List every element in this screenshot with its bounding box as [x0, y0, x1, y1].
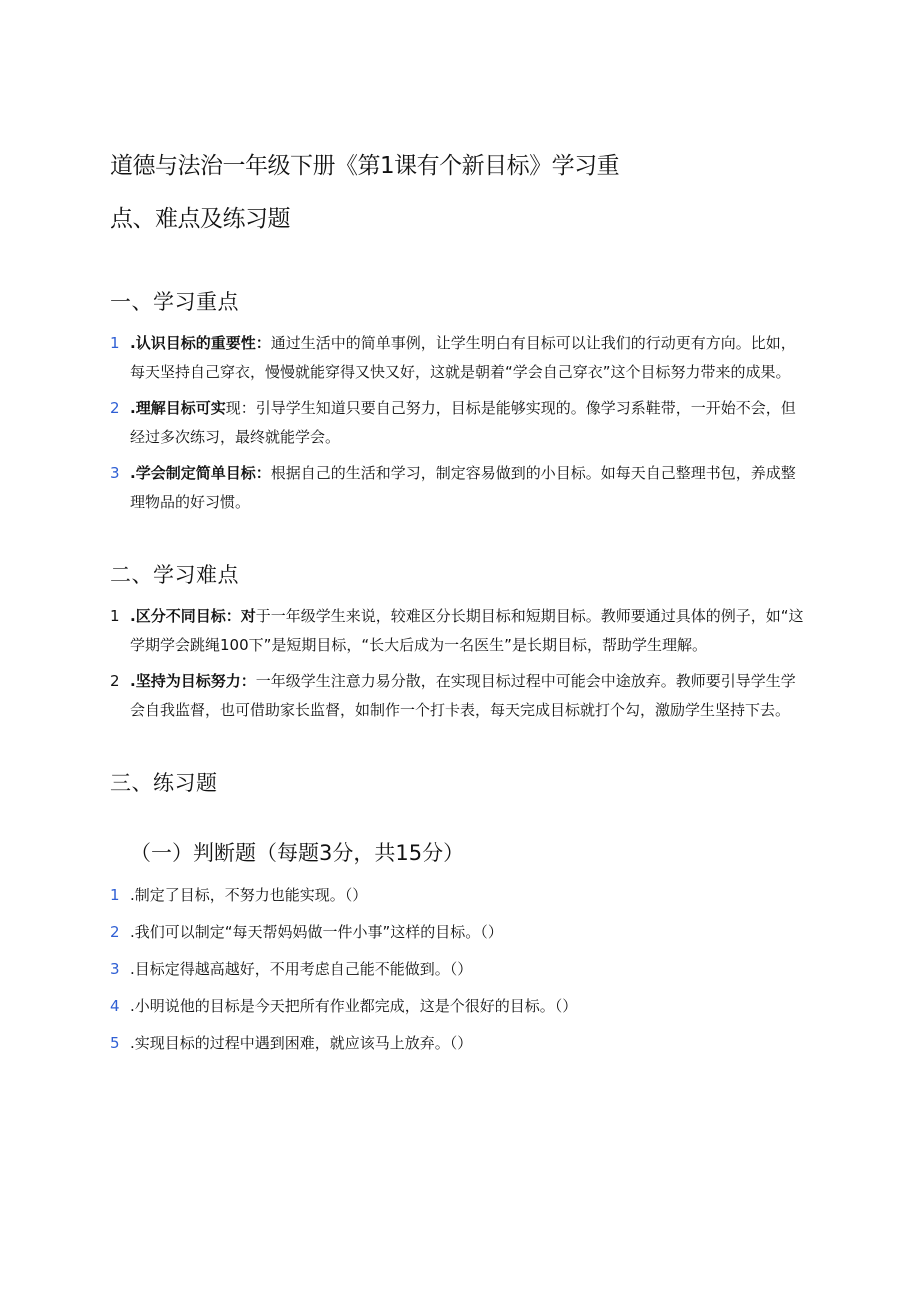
list-item-label: .学会制定简单目标：: [130, 464, 271, 482]
document-title-line-2: 点、难点及练习题: [110, 206, 290, 232]
question-number: 1: [110, 886, 120, 904]
section-heading-difficulties: 二、学习难点: [110, 563, 239, 587]
list-item: [110, 459, 810, 516]
question-number: 4: [110, 997, 120, 1015]
question-item: [110, 1032, 810, 1054]
list-item-number: 1: [110, 607, 120, 625]
question-number: 5: [110, 1034, 120, 1052]
key-points-list: [110, 329, 810, 516]
question-item: [110, 995, 810, 1017]
list-item-label: .区分不同目标：对: [130, 607, 256, 625]
question-number: 3: [110, 960, 120, 978]
list-item-label: .认识目标的重要性：: [130, 334, 271, 352]
list-item-number: 2: [110, 672, 120, 690]
list-item-label: .坚持为目标努力：: [130, 672, 256, 690]
true-false-question-list: [110, 884, 810, 1054]
list-item: [110, 667, 810, 724]
question-text: .制定了目标，不努力也能实现。（）: [130, 886, 368, 904]
list-item-text: 现：引导学生知道只要自己努力，目标是能够实现的。像学习系鞋带，一开始不会，但经过多次练习，最终就能学会。: [130, 399, 796, 446]
list-item-text: 通过生活中的简单事例，让学生明白有目标可以让我们的行动更有方向。比如，每天坚持自己穿衣，慢慢就能穿得又快又好，这就是朝着“学会自己穿衣”这个目标努力带来的成果。: [130, 334, 796, 381]
list-item-label: .理解目标可实: [130, 399, 226, 417]
question-item: [110, 884, 810, 906]
question-text: .小明说他的目标是今天把所有作业都完成，这是个很好的目标。（）: [130, 997, 578, 1015]
list-item-text: 于一年级学生来说，较难区分长期目标和短期目标。教师要通过具体的例子，如“这学期学会跳绳100下”是短期目标，“长大后成为一名医生”是长期目标，帮助学生理解。: [130, 607, 804, 654]
list-item: [110, 394, 810, 451]
list-item-number: 1: [110, 334, 120, 352]
question-text: .实现目标的过程中遇到困难，就应该马上放弃。（）: [130, 1034, 473, 1052]
list-item: [110, 329, 810, 386]
difficulties-list: [110, 602, 810, 724]
list-item: [110, 602, 810, 659]
section-heading-key-points: 一、学习重点: [110, 290, 239, 314]
list-item-number: 2: [110, 399, 120, 417]
subsection-heading-true-false: （一）判断题（每题3分，共15分）: [130, 841, 465, 865]
section-heading-exercises: 三、练习题: [110, 771, 218, 795]
document-page: [110, 150, 810, 1069]
list-item-number: 3: [110, 464, 120, 482]
list-item-text: 一年级学生注意力易分散，在实现目标过程中可能会中途放弃。教师要引导学生学会自我监督，也可借助家长监督，如制作一个打卡表，每天完成目标就打个勾，激励学生坚持下去。: [130, 672, 796, 719]
question-text: .目标定得越高越好，不用考虑自己能不能做到。（）: [130, 960, 473, 978]
question-text: .我们可以制定“每天帮妈妈做一件小事”这样的目标。（）: [130, 923, 503, 941]
document-title-line-1: 道德与法治一年级下册《第1课有个新目标》学习重: [110, 153, 620, 179]
question-item: [110, 958, 810, 980]
list-item-text: 根据自己的生活和学习，制定容易做到的小目标。如每天自己整理书包，养成整理物品的好习惯。: [130, 464, 796, 511]
question-number: 2: [110, 923, 120, 941]
question-item: [110, 921, 810, 943]
